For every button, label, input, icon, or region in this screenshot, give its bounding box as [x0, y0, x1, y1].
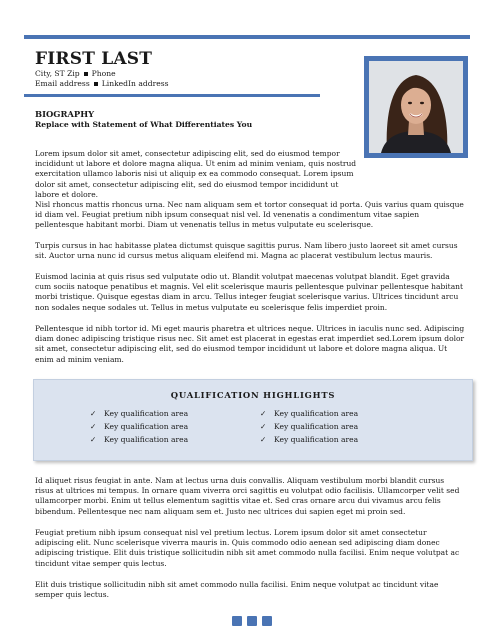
qualification-text: Key qualification area — [104, 422, 189, 431]
qualification-text: Key qualification area — [274, 435, 359, 444]
checkmark-icon: ✓ — [260, 435, 267, 444]
checkmark-icon: ✓ — [90, 409, 97, 418]
email-text: Email address — [35, 79, 90, 88]
biography-paragraph: Pellentesque id nibh tortor id. Mi eget mauris pharetra et ultrices neque. Ultrices in iaculis nunc sed. Adipiscing diam donec adipiscing tristique risus nec. Sit amet est placerat in egestas erat imperdiet sed.Lorem ipsum dolor sit amet, consectetur adipiscing elit, sed do eiusmod tempor incididunt ut labore et dolore magna aliqua. Ut enim ad minim veniam. — [35, 324, 465, 364]
checkmark-icon: ✓ — [90, 422, 97, 431]
contact-line-location-phone — [35, 69, 116, 78]
separator-square-icon — [94, 82, 98, 86]
footer-square-icon — [247, 616, 257, 626]
checkmark-icon: ✓ — [260, 409, 267, 418]
closing-paragraph: Id aliquet risus feugiat in ante. Nam at lectus urna duis convallis. Aliquam vestibulum morbi blandit cursus risus at ultrices mi tempus. In ornare quam viverra orci sagittis eu volutpat odio facilisis. Ullamcorper velit sed ullamcorper morbi. Enim ut tellus elementum sagittis vitae et. Sed cras ornare arcu dui vivamus arcu felis bibendum. Pellentesque nec nam aliquam sem et. Justo nec ultrices dui sapien eget mi proin sed. — [35, 476, 460, 516]
profile-photo-frame — [364, 56, 468, 158]
contact-line-email-linkedin — [35, 79, 169, 88]
qualification-item — [90, 422, 188, 431]
qualification-highlights-box — [33, 379, 473, 461]
footer-square-icon — [232, 616, 242, 626]
linkedin-text: LinkedIn address — [101, 79, 169, 88]
location-text: City, ST Zip — [35, 69, 80, 78]
header-accent-rule — [24, 94, 320, 97]
qualification-item — [260, 422, 358, 431]
closing-paragraph: Feugiat pretium nibh ipsum consequat nisl vel pretium lectus. Lorem ipsum dolor sit amet consectetur adipiscing elit. Nunc scelerisque viverra mauris in. Quis commodo odio aenean sed adipiscing diam donec adipiscing tristique. Elit duis tristique sollicitudin nibh sit amet commodo nulla facilisi. Enim neque volutpat ac tincidunt vitae semper quis lectus. — [35, 528, 460, 568]
qualification-text: Key qualification area — [104, 409, 189, 418]
biography-paragraph: Lorem ipsum dolor sit amet, consectetur adipiscing elit, sed do eiusmod tempor incididunt ut labore et dolore magna aliqua. Ut enim ad minim veniam, quis nostrud exercitation ullamco laboris nisi ut aliquip ex ea commodo consequat. Lorem ipsum dolor sit amet, consectetur adipiscing elit, sed do eiusmod tempor incididunt ut labore et dolore. — [35, 149, 357, 199]
separator-square-icon — [84, 72, 88, 76]
biography-subheading: Replace with Statement of What Differentiates You — [35, 120, 253, 129]
portrait-illustration — [369, 61, 463, 153]
qualification-text: Key qualification area — [274, 422, 359, 431]
biography-paragraph: Turpis cursus in hac habitasse platea dictumst quisque sagittis purus. Nam libero justo laoreet sit amet cursus sit. Auctor urna nunc id cursus metus aliquam eleifend mi. Magna ac placerat vestibulum lectus mauris. — [35, 241, 458, 261]
top-accent-rule — [24, 35, 470, 39]
closing-paragraph: Elit duis tristique sollicitudin nibh sit amet commodo nulla facilisi. Enim neque volutpat ac tincidunt vitae semper quis lectus. — [35, 580, 439, 600]
biography-paragraph: Nisl rhoncus mattis rhoncus urna. Nec nam aliquam sem et tortor consequat id porta. Quis varius quam quisque id diam vel. Feugiat pretium nibh ipsum consequat nisl vel. Id venenatis a condimentum vitae sapien pellentesque habitant morbi. Diam ut venenatis tellus in metus vulputate eu scelerisque. — [35, 200, 464, 230]
biography-heading: BIOGRAPHY — [35, 109, 95, 119]
biography-paragraph: Euismod lacinia at quis risus sed vulputate odio ut. Blandit volutpat maecenas volutpat blandit. Eget gravida cum sociis natoque penatibus et magnis. Vel elit scelerisque mauris pellentesque pulvinar pellentesque habitant morbi tristique. Quisque egestas diam in arcu. Tellus integer feugiat scelerisque varius. Ultrices tincidunt arcu non sodales neque sodales ut. Tellus in metus vulputate eu scelerisque felis imperdiet proin. — [35, 272, 464, 312]
footer-square-icon — [262, 616, 272, 626]
qualification-item — [90, 435, 188, 444]
profile-photo — [369, 61, 463, 153]
qualification-highlights-heading: QUALIFICATION HIGHLIGHTS — [170, 390, 336, 400]
qualification-text: Key qualification area — [274, 409, 359, 418]
qualification-item — [90, 409, 188, 418]
person-name: FIRST LAST — [35, 49, 153, 69]
checkmark-icon: ✓ — [90, 435, 97, 444]
qualification-item — [260, 409, 358, 418]
qualification-item — [260, 435, 358, 444]
checkmark-icon: ✓ — [260, 422, 267, 431]
qualification-text: Key qualification area — [104, 435, 189, 444]
phone-text: Phone — [91, 69, 116, 78]
